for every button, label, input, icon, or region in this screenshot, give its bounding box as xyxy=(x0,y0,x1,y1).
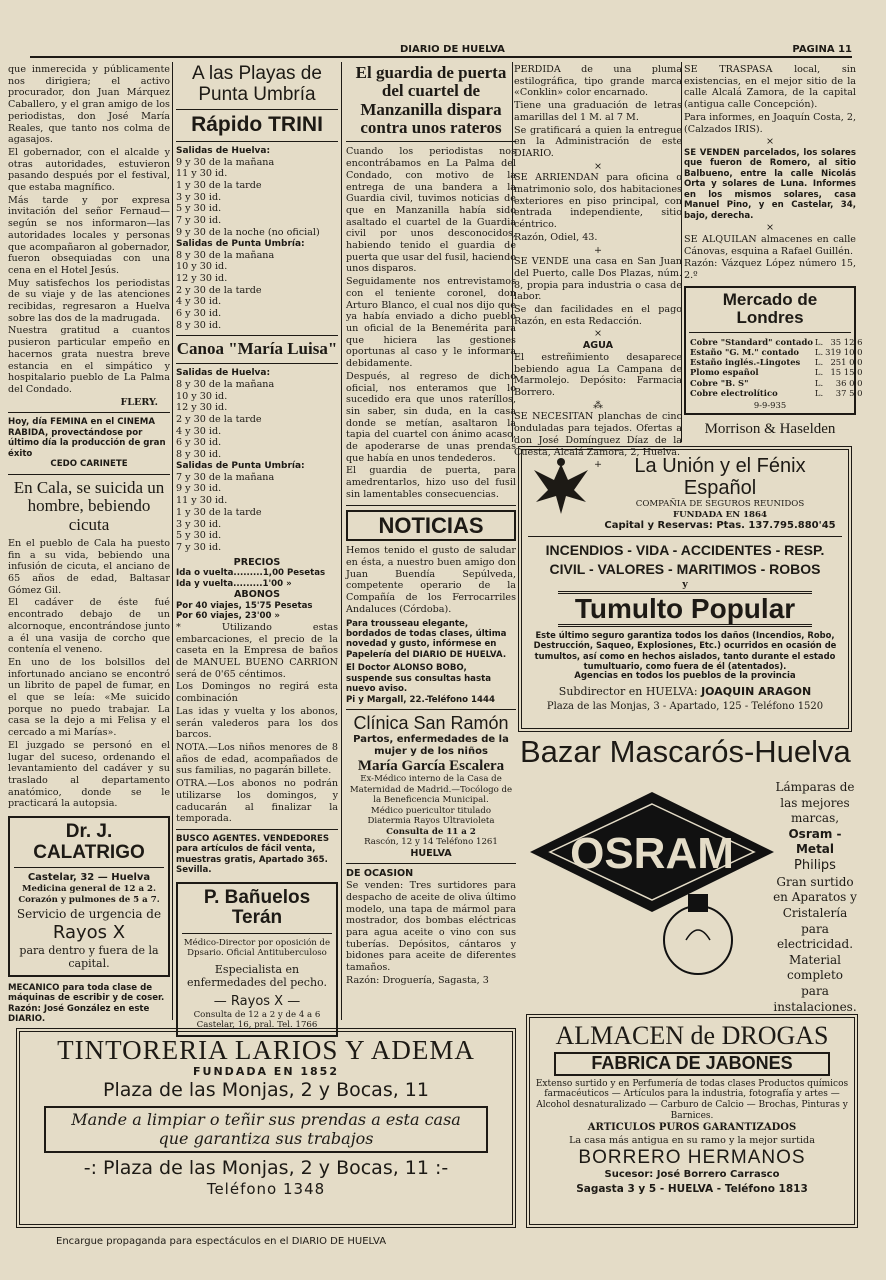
separator-star-icon: ⁂ xyxy=(593,399,603,411)
ad-address: Castelar, 32 — Huelva xyxy=(27,872,151,884)
market-metal: Cobre "B. S" xyxy=(690,377,749,388)
divider xyxy=(346,141,516,142)
column-5 xyxy=(684,64,863,444)
classified-ad: Se venden: Tres surtidores para despacho de aceite de oliva último modelo, una tapa de mármol para mostrador, dos bombas eléctricas para agua aceite o vino con sus tuberías. Depósitos, cántaros y bidones para aceite de diferentes tamaños. xyxy=(346,880,516,974)
market-row xyxy=(689,347,863,357)
schedule-heading: Salidas de Punta Umbría: xyxy=(176,238,305,249)
schedule-row: 9 y 30 de la noche (no oficial) xyxy=(176,226,320,238)
divider xyxy=(346,505,516,506)
boat-name: Canoa "María Luisa" xyxy=(176,339,338,359)
separator-cross-icon: × xyxy=(765,136,775,148)
schedule-row: 3 y 30 id. xyxy=(176,191,222,203)
clinic-city: HUELVA xyxy=(410,847,452,859)
schedule-note: Los Domingos no regirá esta combinación xyxy=(176,681,338,705)
schedule-row: 11 y 30 id. xyxy=(176,168,228,180)
market-row xyxy=(689,367,863,377)
divider xyxy=(176,335,338,336)
schedule-row: 7 y 30 id. xyxy=(176,215,222,227)
clinic-line: Médico puericultor titulado xyxy=(370,805,492,816)
schedule-heading: Salidas de Huelva: xyxy=(176,367,271,378)
company-name: BORRERO HERMANOS xyxy=(578,1147,806,1169)
schedule-row: 2 y 30 de la tarde xyxy=(176,413,262,425)
article-paragraph: Después, al regreso de dicho oficial, nos enteramos que lo sucedido era que unos rateríllos, sin saber, sin duda, en la casa donde se metían, asaltaron la tapia del cuartel con ánimo acaso, de apoderarse de unas prendas que había en unos tendederos. xyxy=(346,370,516,464)
clinic-title: Clínica San Ramón xyxy=(353,713,509,734)
classified-ad: MECANICO para toda clase de máquinas de escribir y de coser. xyxy=(8,982,165,1004)
classified-heading: DE OCASION xyxy=(346,868,414,880)
london-market-box xyxy=(684,286,863,415)
market-metal: Estaño "G. M." contado xyxy=(690,346,800,357)
ad-title: A las Playas de Punta Umbría xyxy=(192,63,322,105)
schedule-row: 6 y 30 id. xyxy=(176,437,222,449)
ad-subtitle: Tumulto Popular xyxy=(558,591,812,627)
separator-cross-icon: + xyxy=(593,244,603,256)
ad-title: Dr. J. CALATRIGO xyxy=(33,821,145,863)
ad-line: FUNDADA EN 1864 xyxy=(673,509,767,520)
ad-line: Especialista en enfermedades del pecho. xyxy=(187,962,327,990)
article-paragraph: El cadáver de éste fué encontrado debajo de un alcornoque, encontrándose junto a él una vasija de corcho que contenía el veneno. xyxy=(8,597,170,656)
phoenix-eagle-icon xyxy=(528,454,594,520)
news-item: El Doctor ALONSO BOBO, suspende sus consultas hasta nuevo aviso. xyxy=(346,663,492,695)
divider xyxy=(176,829,338,830)
market-currency: L. xyxy=(814,387,824,398)
schedule-note: * Utilizando estas embarcaciones, el precio de la caseta en la Empresa de baños de MANUEL BUENO CARRION será de 0'65 céntimos. xyxy=(176,621,338,680)
section-title: NOTICIAS xyxy=(346,510,516,542)
separator-cross-icon: × xyxy=(593,328,603,340)
cinema-film-title: CEDO CARINETE xyxy=(50,459,128,470)
ad-line: Servicio de urgencia de xyxy=(16,907,162,922)
divider xyxy=(528,536,842,537)
classified-ad-contact: Razón: José González en este DIARIO. xyxy=(8,1003,150,1025)
clinic-line: Consulta de 11 a 2 xyxy=(386,826,476,837)
schedule-row: 8 y 30 de la mañana xyxy=(176,249,275,261)
drugstore-ad xyxy=(526,1014,858,1228)
classified-ad: Razón: Vázquez López número 15, 2.º xyxy=(684,258,856,282)
ad-paragraph: Este último seguro garantiza todos los daños (Incendios, Robo, Destrucción, Saqueo, Explosiones, Etc.) ocurridos en ocasión de tumultos, así como en hechos aislados, tanto durante el estado tumultuario, como fuera de él (atentados). xyxy=(533,630,837,671)
article-paragraph: Más tarde y por expresa invitación del señor Fernaud—según se nos informaron—las autoridades locales y personas que acompañaron al gobernador, fueron obsequiadas con una cena en el Hotel Jesús. xyxy=(8,194,170,276)
classified-heading: AGUA xyxy=(582,340,614,352)
schedule-row: 9 y 30 de la mañana xyxy=(176,156,275,168)
classified-ad: SE TRASPASA local, sin existencias, en el mejor sitio de la calle Alcalá Zamora, de la capital (antigua calle Concepción). xyxy=(684,64,856,111)
ad-line: ARTICULOS PUROS GARANTIZADOS xyxy=(587,1122,797,1134)
market-row xyxy=(689,388,863,398)
insurance-ad xyxy=(518,446,852,732)
market-title: Mercado de Londres xyxy=(722,289,818,328)
divider xyxy=(689,332,851,333)
separator-cross-icon: × xyxy=(593,160,603,172)
boat-name: Rápido TRINI xyxy=(191,113,323,137)
newspaper-name: DIARIO DE HUELVA xyxy=(400,44,505,55)
schedule-row: 12 y 30 id. xyxy=(176,402,228,414)
ad-line: Corazón y pulmones de 5 a 7. xyxy=(18,894,160,905)
ad-line: Subdirector en HUELVA: xyxy=(558,684,698,698)
schedule-list xyxy=(176,379,338,461)
page-header xyxy=(30,44,852,58)
market-price: 36 0 0 xyxy=(835,377,863,388)
ad-line: Sucesor: José Borrero Carrasco xyxy=(604,1168,780,1180)
price-line: Por 40 viajes, 15'75 Pesetas xyxy=(176,601,313,611)
price-line: Ida y vuelta.........1'00 » xyxy=(176,578,292,589)
schedule-note: OTRA.—Los abonos no podrán utilizarse los domingos, y caducarán al finalizar la temporada. xyxy=(176,778,338,825)
ad-line: COMPAÑIA DE SEGUROS REUNIDOS xyxy=(635,499,805,510)
schedule-row: 6 y 30 id. xyxy=(176,308,222,320)
ad-address: Sagasta 3 y 5 - HUELVA - Teléfono 1813 xyxy=(576,1182,808,1195)
ad-line: La casa más antigua en su ramo y la mejor surtida xyxy=(569,1134,815,1146)
schedule-list xyxy=(176,250,338,332)
market-price: 251 0 0 xyxy=(830,357,863,368)
ad-line: Médico-Director por oposición de Dpsario. Oficial Antituberculoso xyxy=(183,937,331,959)
market-currency: L. xyxy=(814,367,824,378)
schedule-row: 1 y 30 de la tarde xyxy=(176,506,262,518)
article-paragraph: El gobernador, con el alcalde y otras autoridades, estuvieron pasando después por el festival, que estaba magnífico. xyxy=(8,146,170,194)
clinic-line: Rascón, 12 y 14 Teléfono 1261 xyxy=(364,837,498,848)
ad-line: Agencias en todos los pueblos de la provincia xyxy=(574,671,796,682)
column-4 xyxy=(514,64,682,471)
boat-schedule xyxy=(176,368,338,554)
ad-agent-name: JOAQUIN ARAGON xyxy=(701,684,812,698)
classified-ad: SE NECESITAN planchas de cinc onduladas para tejados. Ofertas a don José Domínguez Díaz de la Cuesta, Alcalá Zamora, 2, Huelva. xyxy=(514,411,682,458)
divider xyxy=(176,109,338,110)
classified-ad: SE ALQUILAN almacenes en calle Cánovas, esquina a Rafael Guillén. xyxy=(684,234,856,257)
market-table xyxy=(689,337,863,399)
market-metal: Cobre "Standard" contado xyxy=(690,336,813,347)
divider xyxy=(176,363,338,364)
divider xyxy=(176,141,338,142)
market-price: 35 12 6 xyxy=(830,336,863,347)
schedule-row: 1 y 30 de la tarde xyxy=(176,180,262,192)
price-line: Por 60 viajes, 23'00 » xyxy=(176,611,280,622)
ad-subtitle: FABRICA DE JABONES xyxy=(554,1052,830,1075)
ad-line: FUNDADA EN 1852 xyxy=(193,1065,339,1079)
classified-ad: PERDIDA de una pluma estilográfica, tipo grande marca «Conklin» color encarnado. xyxy=(514,64,682,99)
schedule-note: Las idas y vuelta y los abonos, serán valederos para los dos barcos. xyxy=(176,705,338,741)
article-paragraph: En uno de los bolsillos del infortunado anciano se encontró un librito de papel de fumar, en el que se leía: «Me suicido porque no puedo trabajar. La casa se la dejo a mi Felisa y el cercado a mi Marías». xyxy=(8,656,170,739)
article-paragraph: Nuestra gratitud a cuantos pusieron particular empeño en hacernos grata nuestra breve estancia en el simpático y hospitalario pueblo de La Palma del Condado. xyxy=(8,325,170,395)
ad-line: Rayos X xyxy=(52,921,126,943)
page-footer: Encargue propaganda para espectáculos en el DIARIO DE HUELVA xyxy=(56,1236,387,1247)
ad-line: Philips xyxy=(794,857,836,873)
schedule-list xyxy=(176,472,338,554)
headline: En Cala, se suicida un hombre, bebiendo cicuta xyxy=(13,477,165,534)
schedule-heading: Salidas de Huelva: xyxy=(176,145,271,156)
ad-slogan: que garantiza sus trabajos xyxy=(158,1129,374,1149)
market-currency: L. xyxy=(814,357,824,368)
ad-slogan: Mande a limpiar o teñir sus prendas a esta casa xyxy=(71,1109,461,1129)
schedule-row: 8 y 30 id. xyxy=(176,319,222,331)
ad-line: Material completo para instalaciones. xyxy=(773,952,857,1014)
market-price: 37 5 0 xyxy=(835,387,863,398)
market-source: Morrison & Haselden xyxy=(704,421,836,438)
ad-address: Plaza de las Monjas, 3 - Apartado, 125 - Teléfono 1520 xyxy=(546,700,824,712)
schedule-row: 7 y 30 de la mañana xyxy=(176,471,275,483)
ad-address: -: Plaza de las Monjas, 2 y Bocas, 11 :- xyxy=(83,1156,449,1179)
separator-cross-icon: × xyxy=(765,222,775,234)
schedule-heading: Salidas de Punta Umbría: xyxy=(176,460,305,471)
market-price: 319 10 0 xyxy=(825,346,863,357)
article-signature: FLERY. xyxy=(120,396,158,408)
calatrigo-ad xyxy=(8,816,170,977)
clinic-line: Diatermia Rayos Ultravioleta xyxy=(367,816,495,827)
market-metal: Plomo español xyxy=(690,367,759,378)
article-paragraph: que inmerecida y públicamente nos dirigiera; el activo procurador, don Juan Márquez Caballero, y el gran amigo de los periodistas, don José María Reales, que tanto nos colma de agasajos. xyxy=(8,64,170,146)
divider xyxy=(8,474,170,475)
classified-ad: BUSCO AGENTES. VENDEDORES para artículos de fácil venta, muestras gratis, Apartado 365. Sevilla. xyxy=(176,833,330,876)
article-paragraph: En el pueblo de Cala ha puesto fin a su vida, bebiendo una infusión de cicuta, el anciano de 65 años de edad, Baltasar Gómez Gil. xyxy=(8,537,170,596)
ad-slogan-box xyxy=(44,1106,488,1153)
osram-lamp-illustration xyxy=(528,790,776,986)
page-number: PAGINA 11 xyxy=(792,44,852,55)
price-line: Ida o vuelta.........1,00 Pesetas xyxy=(176,568,326,579)
column-divider xyxy=(341,62,342,1020)
schedule-row: 8 y 30 id. xyxy=(176,449,222,461)
ad-title: TINTORERIA LARIOS Y ADEMA xyxy=(57,1035,475,1065)
clinic-doctor: María García Escalera xyxy=(357,758,505,775)
market-row xyxy=(689,357,863,367)
schedule-list xyxy=(176,157,338,239)
article-paragraph: Muy satisfechos los periodistas de su viaje y de las atenciones recibidas, regresaron a Huelva sobre las dos de la madrugada. xyxy=(8,277,170,324)
ad-phone: Teléfono 1348 xyxy=(206,1179,326,1198)
ad-paragraph: Extenso surtido y en Perfumería de todas clases Productos químicos farmacéuticos — Artículos para la industria, fotografía y artes — Alcohol desnaturalizado — Carburo de Calcio — Brochas, Pinturas y Barnices. xyxy=(535,1078,849,1122)
schedule-row: 8 y 30 de la mañana xyxy=(176,378,275,390)
ad-line: — Rayos X — xyxy=(213,993,301,1009)
article-paragraph: El juzgado se personó en el lugar del suceso, ordenando el levantamiento del cadáver y su traslado al departamento anatómico, donde se le practicará la autopsia. xyxy=(8,739,170,810)
banuelos-ad xyxy=(176,882,338,1037)
classified-ad: Para informes, en Joaquín Costa, 2, (Calzados IRIS). xyxy=(684,111,856,135)
classified-ad: SE VENDE una casa en San Juan del Puerto, calle Dos Plazas, núm. 8, propia para industria o casa de labor. xyxy=(514,256,682,303)
news-item: Hemos tenido el gusto de saludar en ésta, a nuestro buen amigo don Juan Buendía Sepúlveda, competente operario de la Compañía de los Ferrocarriles Andaluces (Córdoba). xyxy=(346,545,516,615)
schedule-row: 9 y 30 id. xyxy=(176,483,222,495)
classified-ad: Razón, Odiel, 43. xyxy=(514,231,598,243)
schedule-row: 5 y 30 id. xyxy=(176,530,222,542)
ad-address: Plaza de las Monjas, 2 y Bocas, 11 xyxy=(103,1078,429,1101)
divider xyxy=(8,412,170,413)
schedule-row: 2 y 30 de la tarde xyxy=(176,284,262,296)
market-date: 9-9-935 xyxy=(753,400,787,411)
schedule-row: 3 y 30 id. xyxy=(176,518,222,530)
boat-schedule xyxy=(176,146,338,332)
column-2 xyxy=(176,63,338,1031)
clinic-subtitle: Partos, enfermedades de la mujer y de los niños xyxy=(353,733,509,757)
schedule-row: 11 y 30 id. xyxy=(176,495,228,507)
market-currency: L. xyxy=(814,377,824,388)
divider xyxy=(182,933,332,934)
ad-line: Capital y Reservas: Ptas. 137.795.880'45 xyxy=(604,520,836,532)
market-metal: Estaño inglés.-Lingotes xyxy=(690,357,801,368)
schedule-row: 10 y 30 id. xyxy=(176,261,228,273)
news-item: Para trousseau elegante, bordados de todas clases, última novedad y gusto, infórmese en Papelería del DIARIO DE HUELVA. xyxy=(346,618,507,660)
ad-title: P. Bañuelos Terán xyxy=(203,886,311,929)
column-divider xyxy=(172,62,173,1020)
schedule-row: 12 y 30 id. xyxy=(176,272,228,284)
schedule-note: NOTA.—Los niños menores de 8 años de edad, acompañados de sus familias, no pagarán billete. xyxy=(176,742,338,777)
schedule-row: 7 y 30 id. xyxy=(176,541,222,553)
ad-title: La Unión y el Fénix Español xyxy=(634,455,806,499)
ad-line: Castelar, 16, pral. Tel. 1766 xyxy=(196,1020,318,1031)
ad-line: Lámparas de las mejores marcas, xyxy=(775,780,855,826)
article-paragraph: Seguidamente nos entrevistamos con el teniente coronel, don Arturo Blanco, el cual nos dijo que ya había enviado a dicho pueblo un oficial de la Benemérita para que hiciera las gestiones oportunas al caso y le informara debidamente. xyxy=(346,276,516,370)
ad-title: ALMACEN de DROGAS xyxy=(555,1021,829,1050)
market-metal: Cobre electrolítico xyxy=(690,387,778,398)
column-3 xyxy=(346,64,516,1020)
clinic-line: Ex-Médico interno de la Casa de Maternidad de Madrid.—Tocólogo de la Beneficencia Municipal. xyxy=(349,774,513,806)
market-price: 15 15 0 xyxy=(830,367,863,378)
schedule-row: 4 y 30 id. xyxy=(176,296,222,308)
schedule-row: 4 y 30 id. xyxy=(176,425,222,437)
subscriptions-heading: ABONOS xyxy=(234,589,280,601)
classified-ad: Se gratificará a quien la entregue en la Administración de este DIARIO. xyxy=(514,124,682,159)
news-item-address: Pi y Margall, 22.-Teléfono 1444 xyxy=(346,694,495,705)
market-row xyxy=(689,378,863,388)
divider xyxy=(346,709,516,710)
prices-heading: PRECIOS xyxy=(233,556,281,568)
market-currency: L. xyxy=(814,346,824,357)
divider xyxy=(346,863,516,864)
ad-line: Osram - Metal xyxy=(788,826,842,857)
insurance-lines: INCENDIOS - VIDA - ACCIDENTES - RESP. CIVIL - VALORES - MARITIMOS - ROBOS xyxy=(545,542,825,578)
separator-cross-icon: + xyxy=(593,459,603,471)
headline: El guardia de puerta del cuartel de Manzanilla dispara contra unos rateros xyxy=(355,63,507,138)
market-row xyxy=(689,337,863,347)
ad-line: Gran surtido en Aparatos y Cristalería para electricidad. xyxy=(773,874,857,952)
ad-title: Bazar Mascarós-Huelva xyxy=(520,734,851,769)
classified-ad: El estreñimiento desaparece bebiendo agua La Campana de Marmolejo. Depósito: Farmacia Borrero. xyxy=(514,351,682,398)
classified-ad: SE ARRIENDAN para oficina o matrimonio solo, dos habitaciones exteriores en piso principal, con entrada independiente, sitio céntrico. xyxy=(514,172,682,231)
column-1 xyxy=(8,64,170,1025)
article-paragraph: Cuando los periodistas nos encontrábamos en La Palma del Condado, con motivo de la entrega de una bandera a la Guardia civil, tuvimos noticias de que en Manzanilla había sido asaltado el cuartel de la Guardia civil por unos desconocidos, habiendo tenido el guardia de puerta que usar del fusil, haciendo unos disparos. xyxy=(346,146,516,275)
osram-logo-text: OSRAM xyxy=(570,829,734,878)
classified-ad: SE VENDEN parcelados, los solares que fueron de Romero, al sitio Balbueno, entre la calle Nicolás Orta y solares de Luna. Informes en los mismos solares, casa Manuel Pino, y en Castelar, 34, bajo, derecha. xyxy=(684,147,856,221)
schedule-row: 5 y 30 id. xyxy=(176,203,222,215)
ad-line: para dentro y fuera de la capital. xyxy=(19,943,159,971)
classified-ad-contact: Razón: Droguería, Sagasta, 3 xyxy=(346,974,489,986)
article-paragraph: El guardia de puerta, para amedrentarlos, hizo uso del fusil sin lamentables consecuencias. xyxy=(346,465,516,500)
divider xyxy=(14,867,164,868)
cinema-notice: Hoy, día FEMINA en el CINEMA RABIDA, provectándose por último día la producción de gran éxito xyxy=(8,417,166,459)
ad-line: Consulta de 12 a 2 y de 4 a 6 xyxy=(193,1009,321,1020)
market-currency: L. xyxy=(814,336,824,347)
schedule-row: 10 y 30 id. xyxy=(176,390,228,402)
classified-ad: Se dan facilidades en el pago Razón, en esta Redacción. xyxy=(514,304,682,327)
ad-line: Medicina general de 12 a 2. xyxy=(21,884,157,895)
dry-cleaner-ad xyxy=(16,1028,516,1228)
ad-line: y xyxy=(682,579,688,591)
classified-ad: Tiene una graduación de letras amarillas del 1 M. al 7 M. xyxy=(514,100,682,123)
